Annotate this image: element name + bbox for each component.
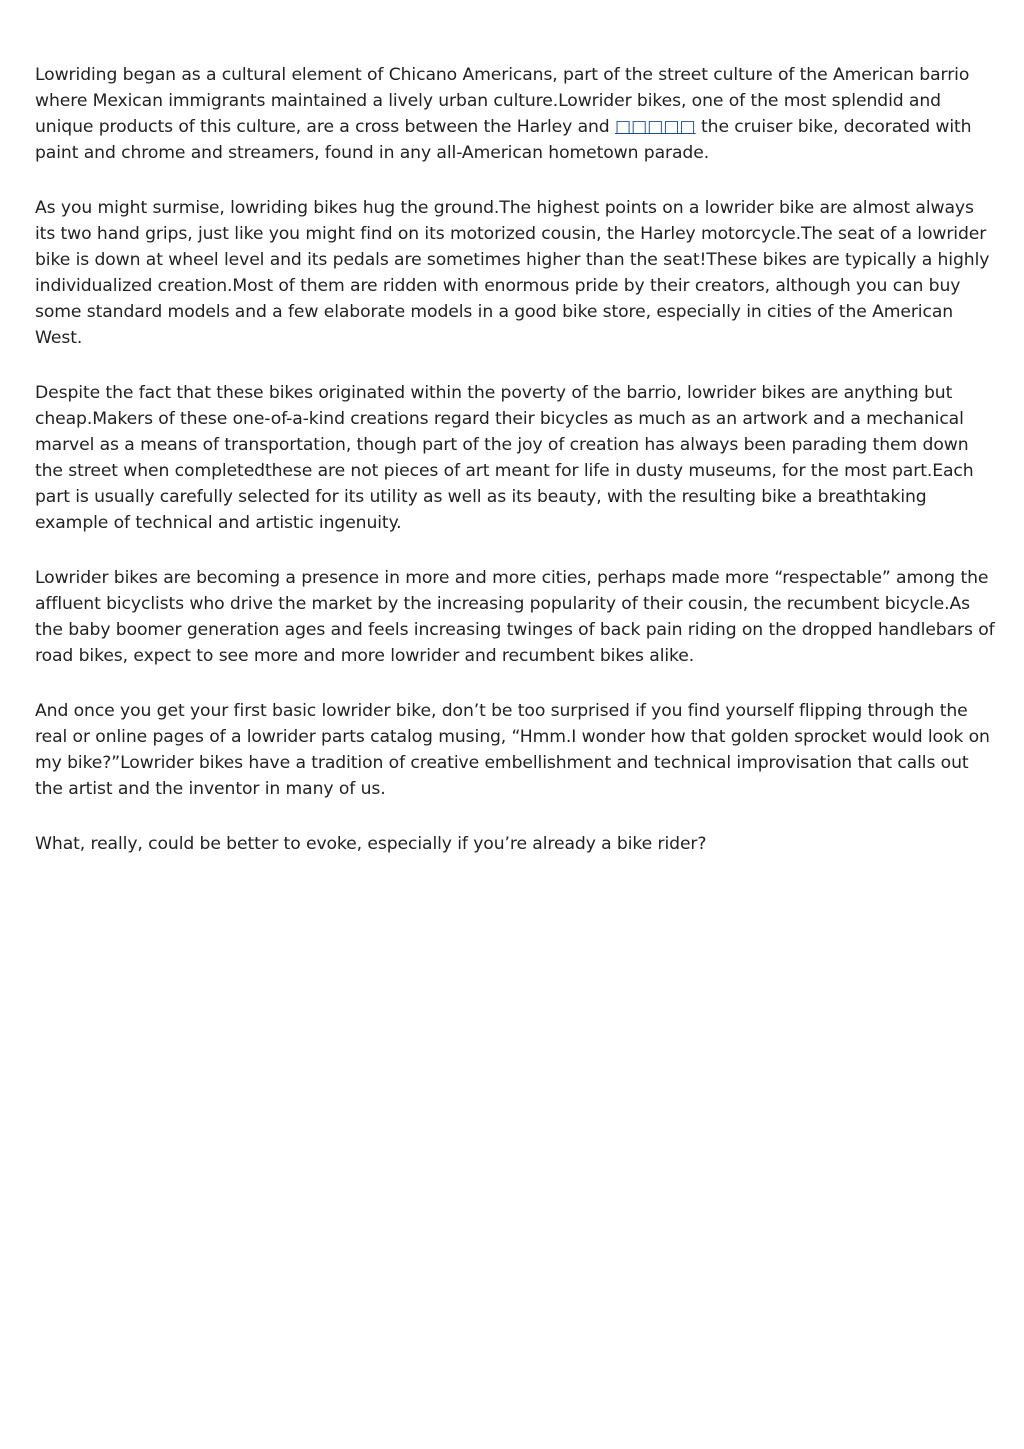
paragraph-parts-catalog: And once you get your first basic lowrider bike, don’t be too surprised if you find yourself flipping through the real or online pages of a lowrider parts catalog musing, “Hmm.I wonder how that golden sprocket would look on my bike?”Lowrider bikes have a tradition of creative embellishment and technical improvisation that calls out the artist and the inventor in many of us. — [35, 701, 990, 799]
paragraph-popularity: Lowrider bikes are becoming a presence in more and more cities, perhaps made more “respectable” among the affluent bicyclists who drive the market by the increasing popularity of their cousin, the recumbent bicycle.As the baby boomer generation ages and feels increasing twinges of back pain riding on the dropped handlebars of road bikes, expect to see more and more lowrider and recumbent bikes alike. — [35, 568, 995, 666]
paragraph-intro-text-after-link: the cruiser bike, decorated with paint and chrome and streamers, found in any all-American hometown parade. — [35, 117, 972, 163]
paragraph-intro-text-before-link: Lowriding began as a cultural element of Chicano Americans, part of the street culture of the American barrio where Mexican immigrants maintained a lively urban culture.Lowrider bikes, one of the most splendid and unique products of this culture, are a cross between the Harley and — [35, 65, 970, 137]
paragraph-origins: Despite the fact that these bikes originated within the poverty of the barrio, lowrider bikes are anything but cheap.Makers of these one-of-a-kind creations regard their bicycles as much as an artwork and a mechanical marvel as a means of transportation, though part of the joy of creation has always been parading them down the street when completedthese are not pieces of art meant for life in dusty museums, for the most part.Each part is usually carefully selected for its utility as well as its beauty, with the resulting bike a breathtaking example of technical and artistic ingenuity. — [35, 383, 974, 533]
paragraph-intro — [35, 62, 995, 166]
inline-link[interactable]: □□□□□ — [614, 117, 696, 137]
paragraph-lowriding-bikes: As you might surmise, lowriding bikes hug the ground.The highest points on a lowrider bike are almost always its two hand grips, just like you might find on its motorized cousin, the Harley motorcycle.The seat of a lowrider bike is down at wheel level and its pedals are sometimes higher than the seat!These bikes are typically a highly individualized creation.Most of them are ridden with enormous pride by their creators, although you can buy some standard models and a few elaborate models in a good bike store, especially in cities of the American West. — [35, 198, 990, 348]
document-body — [35, 62, 995, 886]
paragraph-closing: What, really, could be better to evoke, especially if you’re already a bike rider? — [35, 834, 707, 854]
